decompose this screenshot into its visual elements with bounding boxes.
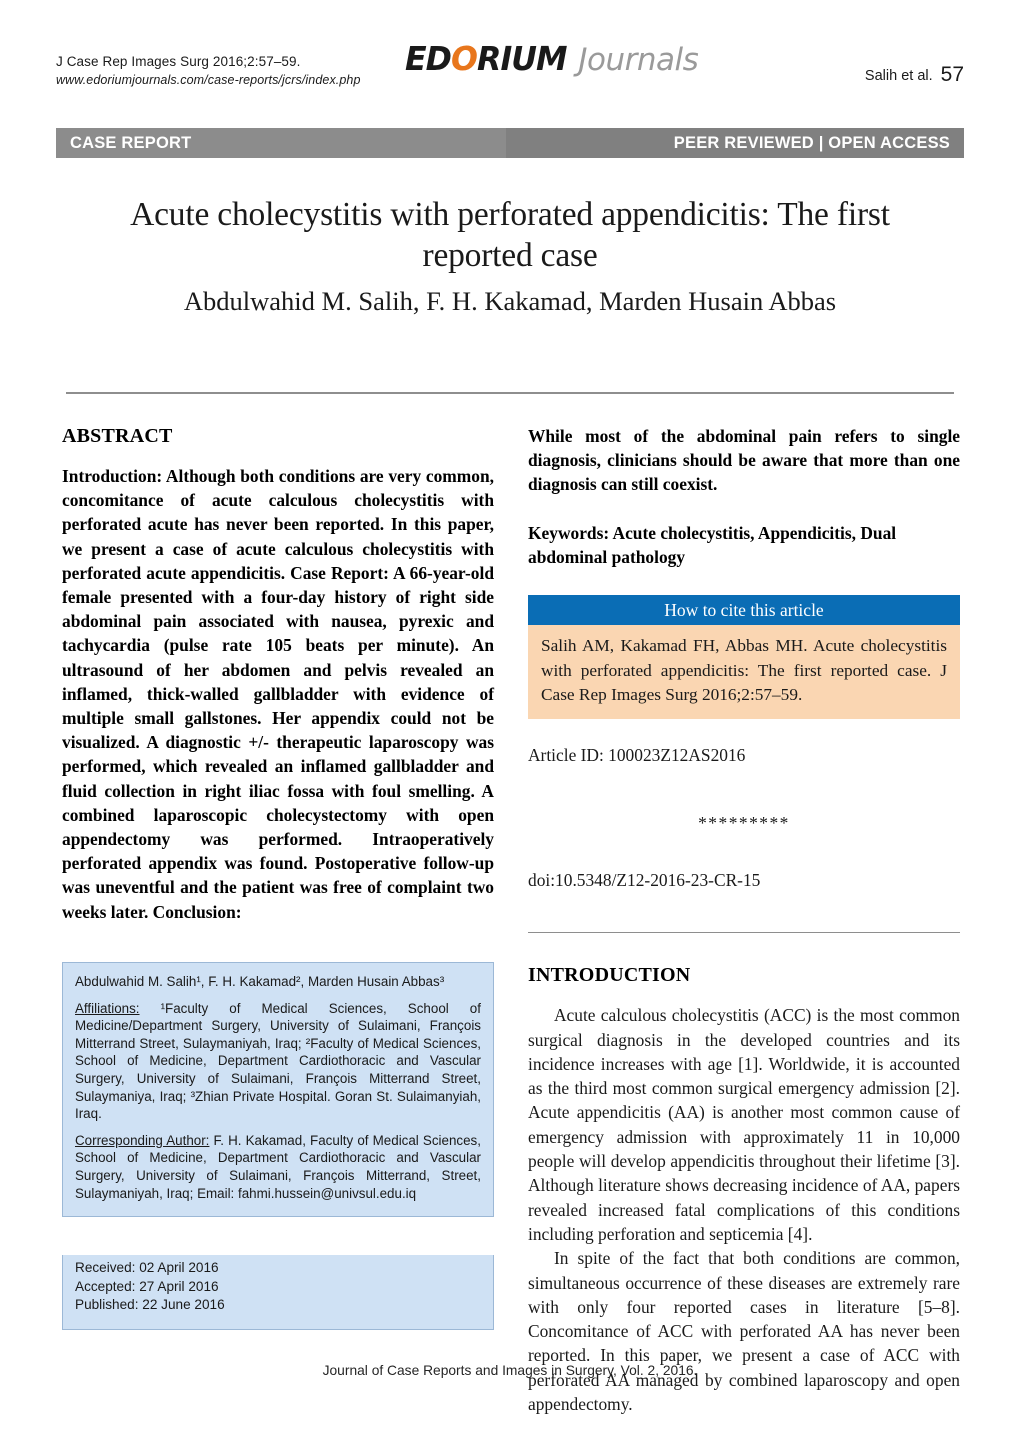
doi-line[interactable]: doi:10.5348/Z12-2016-23-CR-15 <box>528 869 761 890</box>
page-number: 57 <box>940 63 964 86</box>
corresponding-author-text: F. H. Kakamad, Faculty of Medical Sciences, School of Medicine, Department Cardiothoracic and Vascular Surgery, University of Sulaimani, François Mitterrand, Street, Sulaymaniyah, Iraq; Email: fahmi.hussein@univsul.edu.iq <box>75 1132 481 1201</box>
abstract-heading: ABSTRACT <box>62 425 173 447</box>
author-list: Abdulwahid M. Salih, F. H. Kakamad, Marden Husain Abbas <box>183 286 837 316</box>
masthead-citation-line: J Case Rep Images Surg 2016;2:57–59. <box>56 54 301 69</box>
access-status-label: PEER REVIEWED | OPEN ACCESS <box>673 134 950 152</box>
affiliations-paragraph <box>75 1000 481 1123</box>
publication-dates-box <box>62 1255 494 1330</box>
affiliations-author-line: Abdulwahid M. Salih¹, F. H. Kakamad², Marden Husain Abbas³ <box>75 974 445 989</box>
abstract-body: Introduction: Although both conditions are very common, concomitance of acute calculous cholecystitis with perforated acute has never been reported. In this paper, we present a case of acute calculous cholecystitis with perforated acute appendicitis. Case Report: A 66-year-old female presented with a four-day history of right side abdominal pain associated with nausea, pyrexic and tachycardia (pulse rate 105 beats per minute). An ultrasound of her abdomen and pelvis revealed an inflamed, thick-walled gallbladder with evidence of multiple small gallstones. Her appendix could not be visualized. A diagnostic +/- therapeutic laparoscopy was performed, which revealed an inflamed gallbladder and fluid collection in right iliac fossa with foul smelling. A combined laparoscopic cholecystectomy with open appendectomy was performed. Intraoperatively perforated appendix was found. Postoperative follow-up was uneventful and the patient was free of complaint two weeks later. Conclusion: <box>62 466 494 922</box>
how-to-cite-header: How to cite this article <box>528 595 960 625</box>
affiliations-text: ¹Faculty of Medical Sciences, School of Medicine/Department Surgery, University of Sulaimani, François Mitterrand Street, Sulaymaniyah, Iraq; ²Faculty of Medical Sciences, School of Medicine, Department Cardiothoracic and Vascular Surgery, University of Sulaimani, François Mitterrand Street, Sulaymaniya, Iraq; ³Zhian Private Hospital. Goran St. Sulaimanyiah, Iraq. <box>75 1000 481 1122</box>
corresponding-author-paragraph <box>75 1132 481 1202</box>
right-column <box>528 424 960 1416</box>
access-status-banner <box>506 128 964 158</box>
accepted-date: Accepted: 27 April 2016 <box>75 1278 219 1294</box>
introduction-paragraph-1: Acute calculous cholecystitis (ACC) is the most common surgical diagnosis in the developed countries and its incidence increases with age [1]. Worldwide, it is accounted as the third most common surgical emergency admission [2]. Acute appendicitis (AA) is another most common cause of emergency admission with approximately 11 in 10,000 people will develop appendicitis throughout their lifetime [3]. Although literature shows decreasing incidence of AA, papers revealed increased fatal complications of this conditions including perforation and septicemia [4]. <box>528 1005 960 1244</box>
left-column <box>62 424 494 924</box>
introduction-heading: INTRODUCTION <box>528 964 691 987</box>
masthead <box>56 39 964 102</box>
corresponding-author-label: Corresponding Author: <box>75 1132 210 1148</box>
masthead-running-head <box>865 63 964 87</box>
keywords-line: Keywords: Acute cholecystitis, Appendicitis, Dual abdominal pathology <box>528 522 897 567</box>
abstract-continuation: While most of the abdominal pain refers to single diagnosis, clinicians should be aware that more than one diagnosis can still coexist. <box>528 426 960 495</box>
received-date: Received: 02 April 2016 <box>75 1260 219 1275</box>
logo-journals-word: Journals <box>578 42 699 78</box>
page-footer: Journal of Case Reports and Images in Surgery, Vol. 2, 2016. <box>322 1363 698 1378</box>
article-id: Article ID: 100023Z12AS2016 <box>528 744 746 765</box>
running-authors: Salih et al. <box>864 68 933 84</box>
how-to-cite-box <box>528 595 960 719</box>
page-title: Acute cholecystitis with perforated appendicitis: The first reported case <box>130 196 890 275</box>
section-separator-asterisks: ********* <box>698 812 790 833</box>
intro-divider <box>528 932 960 934</box>
logo-wordmark: EDORIUM <box>405 39 567 78</box>
affiliations-box <box>62 962 494 1217</box>
how-to-cite-citation: Salih AM, Kakamad FH, Abbas MH. Acute cholecystitis with perforated appendicitis: The first reported case. J Case Rep Images Surg 2016;2:57–59. <box>528 625 960 719</box>
header-divider <box>66 392 954 394</box>
article-type-label: CASE REPORT <box>70 134 192 152</box>
masthead-citation <box>56 52 361 90</box>
published-date: Published: 22 June 2016 <box>75 1297 225 1312</box>
masthead-url[interactable]: www.edoriumjournals.com/case-reports/jcrs/index.php <box>56 73 361 87</box>
introduction-paragraph-2: In spite of the fact that both conditions are common, simultaneous occurrence of these diseases are extremely rare with only four reported cases in literature [5–8]. Concomitance of ACC with perforated AA has never been reported. In this paper, we present a case of ACC with perforated AA managed by combined laparoscopy and open appendectomy. <box>528 1248 960 1415</box>
article-type-banner <box>56 128 506 158</box>
affiliations-label: Affiliations: <box>75 1000 140 1016</box>
edorium-journals-logo[interactable] <box>405 39 699 81</box>
